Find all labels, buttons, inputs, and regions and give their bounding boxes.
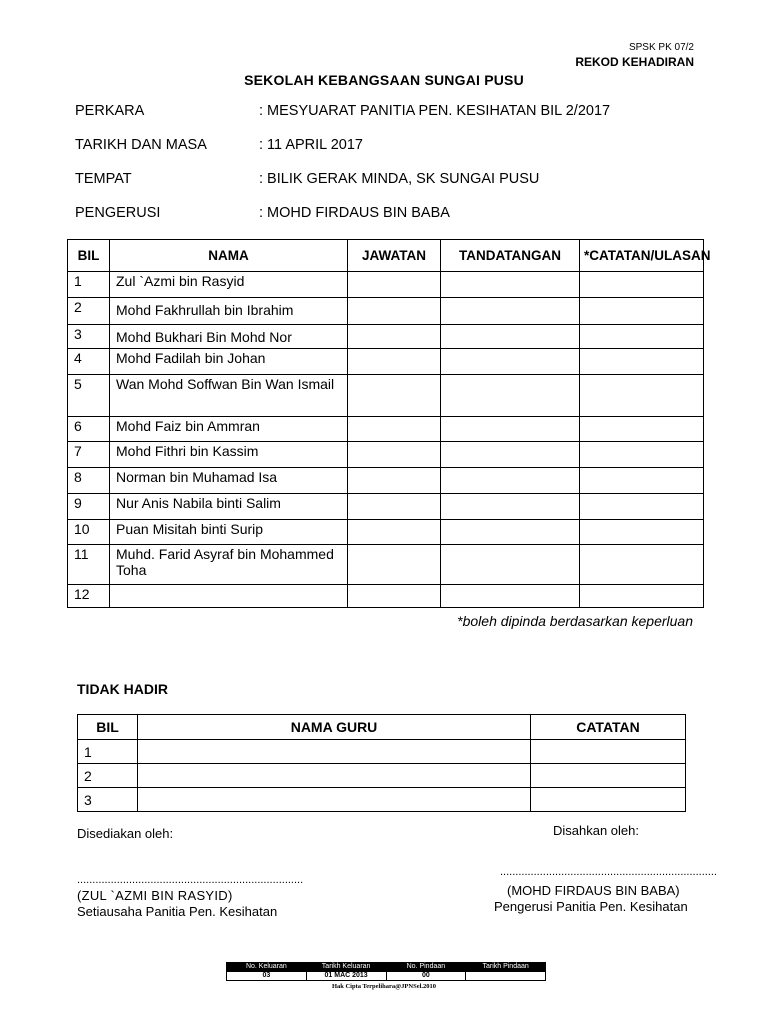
absent-table xyxy=(77,714,686,812)
row-nama: Muhd. Farid Asyraf bin Mohammed Toha xyxy=(110,545,348,585)
form-code: SPSK PK 07/2 xyxy=(628,42,694,53)
approved-by-name: (MOHD FIRDAUS BIN BABA) xyxy=(507,883,680,898)
table-row xyxy=(68,349,704,375)
footer-value: 01 MAC 2013 xyxy=(306,972,386,981)
col-header-bil: BIL xyxy=(78,715,138,740)
row-bil: 4 xyxy=(68,349,110,375)
row-bil: 7 xyxy=(68,442,110,468)
table-row xyxy=(68,417,704,442)
row-nama-guru[interactable] xyxy=(138,788,531,812)
table-row xyxy=(78,740,686,764)
row-note[interactable] xyxy=(580,272,704,298)
row-nama: Mohd Fakhrullah bin Ibrahim xyxy=(110,298,348,325)
row-note[interactable] xyxy=(580,375,704,417)
row-note[interactable] xyxy=(580,442,704,468)
row-signature[interactable] xyxy=(441,375,580,417)
row-catatan[interactable] xyxy=(531,740,686,764)
row-jawatan[interactable] xyxy=(348,349,441,375)
row-bil: 2 xyxy=(68,298,110,325)
row-signature[interactable] xyxy=(441,417,580,442)
row-jawatan[interactable] xyxy=(348,585,441,608)
row-nama: Mohd Faiz bin Ammran xyxy=(110,417,348,442)
row-nama: Norman bin Muhamad Isa xyxy=(110,468,348,494)
footer-value: 00 xyxy=(386,972,466,981)
table-row xyxy=(68,325,704,349)
row-note[interactable] xyxy=(580,520,704,545)
row-signature[interactable] xyxy=(441,349,580,375)
table-row xyxy=(68,298,704,325)
row-jawatan[interactable] xyxy=(348,442,441,468)
row-note[interactable] xyxy=(580,325,704,349)
row-bil: 5 xyxy=(68,375,110,417)
col-header-catatan: CATATAN xyxy=(531,715,686,740)
row-jawatan[interactable] xyxy=(348,375,441,417)
footer-header: Tarikh Pindaan xyxy=(466,963,546,972)
table-row xyxy=(68,494,704,520)
info-label: TARIKH DAN MASA xyxy=(75,137,207,153)
col-header-bil: BIL xyxy=(68,240,110,272)
table-row xyxy=(68,375,704,417)
row-catatan[interactable] xyxy=(531,788,686,812)
row-bil: 11 xyxy=(68,545,110,585)
table-row xyxy=(68,272,704,298)
row-jawatan[interactable] xyxy=(348,468,441,494)
row-bil: 10 xyxy=(68,520,110,545)
info-label: TEMPAT xyxy=(75,171,132,187)
table-row xyxy=(68,442,704,468)
row-bil: 3 xyxy=(78,788,138,812)
row-nama: Mohd Bukhari Bin Mohd Nor xyxy=(110,325,348,349)
row-jawatan[interactable] xyxy=(348,272,441,298)
col-header-catatan: *CATATAN/ULASAN xyxy=(580,240,704,272)
row-note[interactable] xyxy=(580,298,704,325)
row-note[interactable] xyxy=(580,417,704,442)
row-bil: 12 xyxy=(68,585,110,608)
row-bil: 2 xyxy=(78,764,138,788)
approved-by-label: Disahkan oleh: xyxy=(553,823,639,838)
row-nama-guru[interactable] xyxy=(138,740,531,764)
table-row xyxy=(68,520,704,545)
table-row xyxy=(68,468,704,494)
info-value: : MESYUARAT PANITIA PEN. KESIHATAN BIL 2/2017 xyxy=(259,103,611,119)
table-footnote: *boleh dipinda berdasarkan keperluan xyxy=(457,613,693,629)
row-bil: 8 xyxy=(68,468,110,494)
info-value: : MOHD FIRDAUS BIN BABA xyxy=(259,205,450,221)
row-note[interactable] xyxy=(580,468,704,494)
row-signature[interactable] xyxy=(441,325,580,349)
table-row xyxy=(78,788,686,812)
row-signature[interactable] xyxy=(441,520,580,545)
prepared-by-name: (ZUL `AZMI BIN RASYID) xyxy=(77,888,233,903)
row-signature[interactable] xyxy=(441,442,580,468)
row-bil: 1 xyxy=(68,272,110,298)
col-header-nama-guru: NAMA GURU xyxy=(138,715,531,740)
row-jawatan[interactable] xyxy=(348,325,441,349)
copyright-text: Hak Cipta Terpelihara@JPNSel.2010 xyxy=(331,983,437,990)
row-jawatan[interactable] xyxy=(348,298,441,325)
row-jawatan[interactable] xyxy=(348,494,441,520)
row-bil: 6 xyxy=(68,417,110,442)
row-note[interactable] xyxy=(580,585,704,608)
row-nama-guru[interactable] xyxy=(138,764,531,788)
row-nama: Zul `Azmi bin Rasyid xyxy=(110,272,348,298)
row-bil: 9 xyxy=(68,494,110,520)
attendance-table xyxy=(67,239,711,608)
row-jawatan[interactable] xyxy=(348,545,441,585)
row-bil: 1 xyxy=(78,740,138,764)
row-catatan[interactable] xyxy=(531,764,686,788)
row-jawatan[interactable] xyxy=(348,520,441,545)
approved-by-title: Pengerusi Panitia Pen. Kesihatan xyxy=(494,899,688,914)
row-note[interactable] xyxy=(580,494,704,520)
col-header-jawatan: JAWATAN xyxy=(348,240,441,272)
prepared-by-label: Disediakan oleh: xyxy=(77,826,174,841)
info-value: : BILIK GERAK MINDA, SK SUNGAI PUSU xyxy=(259,171,540,187)
row-signature[interactable] xyxy=(441,494,580,520)
row-nama[interactable] xyxy=(110,585,348,608)
row-bil: 3 xyxy=(68,325,110,349)
col-header-nama: NAMA xyxy=(110,240,348,272)
prepared-signature-line[interactable]: .......................................................................... xyxy=(77,874,304,886)
prepared-by-title: Setiausaha Panitia Pen. Kesihatan xyxy=(77,904,278,919)
row-signature[interactable] xyxy=(441,585,580,608)
footer-header: No. Keluaran xyxy=(227,963,307,972)
document-control-table xyxy=(226,962,546,981)
row-signature[interactable] xyxy=(441,545,580,585)
approved-signature-line[interactable]: ....................................................................... xyxy=(500,866,717,878)
footer-header: Tarikh Keluaran xyxy=(306,963,386,972)
table-row xyxy=(68,585,704,608)
row-nama: Wan Mohd Soffwan Bin Wan Ismail xyxy=(110,375,348,417)
row-signature[interactable] xyxy=(441,298,580,325)
info-value: : 11 APRIL 2017 xyxy=(259,137,363,153)
row-note[interactable] xyxy=(580,545,704,585)
footer-value xyxy=(466,972,546,981)
row-nama: Nur Anis Nabila binti Salim xyxy=(110,494,348,520)
row-nama: Mohd Fadilah bin Johan xyxy=(110,349,348,375)
form-name: REKOD KEHADIRAN xyxy=(575,55,694,69)
info-label: PERKARA xyxy=(75,103,145,119)
school-title: SEKOLAH KEBANGSAAN SUNGAI PUSU xyxy=(244,72,524,88)
col-header-tandatangan: TANDATANGAN xyxy=(441,240,580,272)
footer-value: 03 xyxy=(227,972,307,981)
table-row xyxy=(68,545,704,585)
row-note[interactable] xyxy=(580,349,704,375)
row-nama: Puan Misitah binti Surip xyxy=(110,520,348,545)
row-signature[interactable] xyxy=(441,468,580,494)
row-signature[interactable] xyxy=(441,272,580,298)
info-label: PENGERUSI xyxy=(75,205,161,221)
footer-header: No. Pindaan xyxy=(386,963,466,972)
row-nama: Mohd Fithri bin Kassim xyxy=(110,442,348,468)
row-jawatan[interactable] xyxy=(348,417,441,442)
absent-section-title: TIDAK HADIR xyxy=(77,681,168,697)
table-row xyxy=(78,764,686,788)
